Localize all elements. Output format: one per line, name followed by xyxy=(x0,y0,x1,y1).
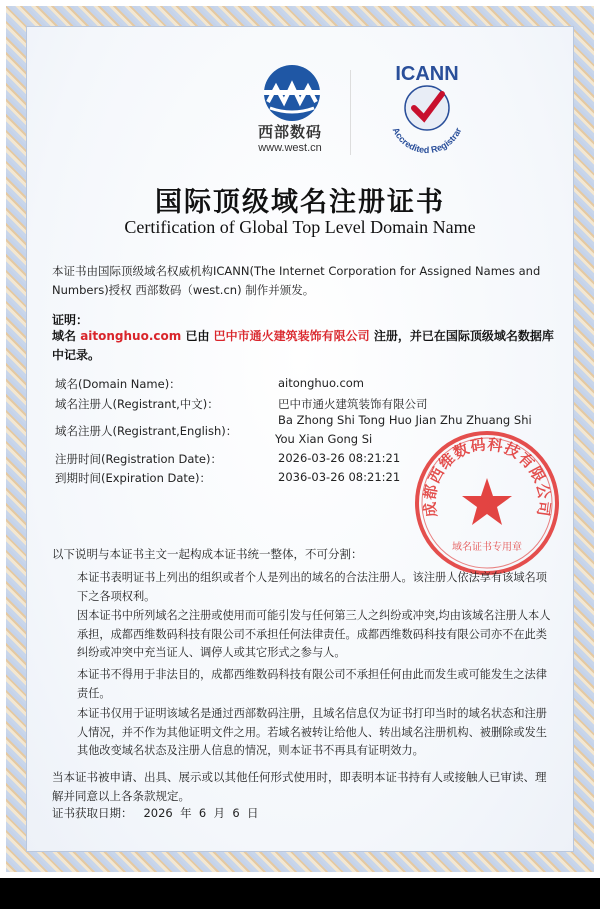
title-chinese: 国际顶级域名注册证书 xyxy=(155,187,445,218)
proof-domain: aitonghuo.com xyxy=(80,329,182,343)
proof-statement: 域名 aitonghuo.com 已由 巴中市通火建筑装饰有限公司 注册，并已在国际顶级域名数据库中记录。 xyxy=(52,329,554,362)
registrant-en-value: Ba Zhong Shi Tong Huo Jian Zhu Zhuang Shi xyxy=(278,413,532,427)
clause-2: 因本证书中所列域名之注册或使用而可能引发与任何第三人之纠纷或冲突,均由该域名注册人本人承担，成都西维数码科技有限公司不承担任何法律责任。成都西维数码科技有限公司亦不在此类纠纷或冲突中充当证人、调停人或其它形式之参与人。 xyxy=(77,609,551,659)
clause-3: 本证书不得用于非法目的，成都西维数码科技有限公司不承担任何由此而发生或可能发生之法律责任。 xyxy=(77,668,547,700)
logo-divider xyxy=(350,70,351,155)
closing-paragraph: 当本证书被申请、出具、展示或以其他任何形式使用时，即表明本证书持有人或接触人已审读、理解并同意以上各条款规定。 xyxy=(52,770,547,803)
seal-bottom-text: 域名证书专用章 xyxy=(452,542,522,553)
registrant-en-value-line2: You Xian Gong Si xyxy=(275,432,373,446)
registrant-cn-value: 巴中市通火建筑装饰有限公司 xyxy=(278,397,428,411)
domain-name-value: aitonghuo.com xyxy=(278,376,365,390)
title-english: Certification of Global Top Level Domain Name xyxy=(124,217,476,237)
clause-1: 本证书表明证书上列出的组织或者个人是列出的域名的合法注册人。该注册人依法享有该域名项下之各项权利。 xyxy=(77,571,547,603)
expiration-date-label: 到期时间(Expiration Date)： xyxy=(55,471,211,485)
expiration-date-value: 2036-03-26 08:21:21 xyxy=(278,470,401,484)
registration-date-label: 注册时间(Registration Date)： xyxy=(55,452,222,466)
icann-logo-icon xyxy=(372,58,482,158)
icann-text: ICANN xyxy=(395,63,459,85)
intro-paragraph: 本证书由国际顶级域名权威机构ICANN(The Internet Corporation for Assigned Names and Numbers)授权 西部数码（west.cn) 制作并颁发。 xyxy=(52,264,541,297)
west-brand-url: www.west.cn xyxy=(258,142,322,154)
certificate-date: 证书获取日期： 2026 年 6 月 6 日 xyxy=(52,806,259,820)
west-brand-name: 西部数码 xyxy=(257,123,322,141)
clause-4: 本证书仅用于证明该域名是通过西部数码注册，且域名信息仅为证书打印当时的域名状态和注册人情况，并不作为其他证明文件之用。若域名被转让给他人、转出域名注册机构、被删除或发生其他改变域名状态及注册人信息的情况，则本证书不再具有证明效力。 xyxy=(77,707,547,757)
registrant-en-label: 域名注册人(Registrant,English)： xyxy=(55,424,238,438)
registrant-cn-label: 域名注册人(Registrant,中文)： xyxy=(55,397,219,411)
proof-label: 证明： xyxy=(52,313,89,327)
domain-name-label: 域名(Domain Name)： xyxy=(55,377,181,391)
registration-date-value: 2026-03-26 08:21:21 xyxy=(278,451,401,465)
description-heading: 以下说明与本证书主文一起构成本证书统一整体，不可分割： xyxy=(52,547,363,561)
seal-ring-text: 成都西维数码科技有限公司 xyxy=(420,435,554,519)
icann-subtext: Accredited Registrar xyxy=(390,125,464,156)
proof-company: 巴中市通火建筑装饰有限公司 xyxy=(213,329,370,343)
